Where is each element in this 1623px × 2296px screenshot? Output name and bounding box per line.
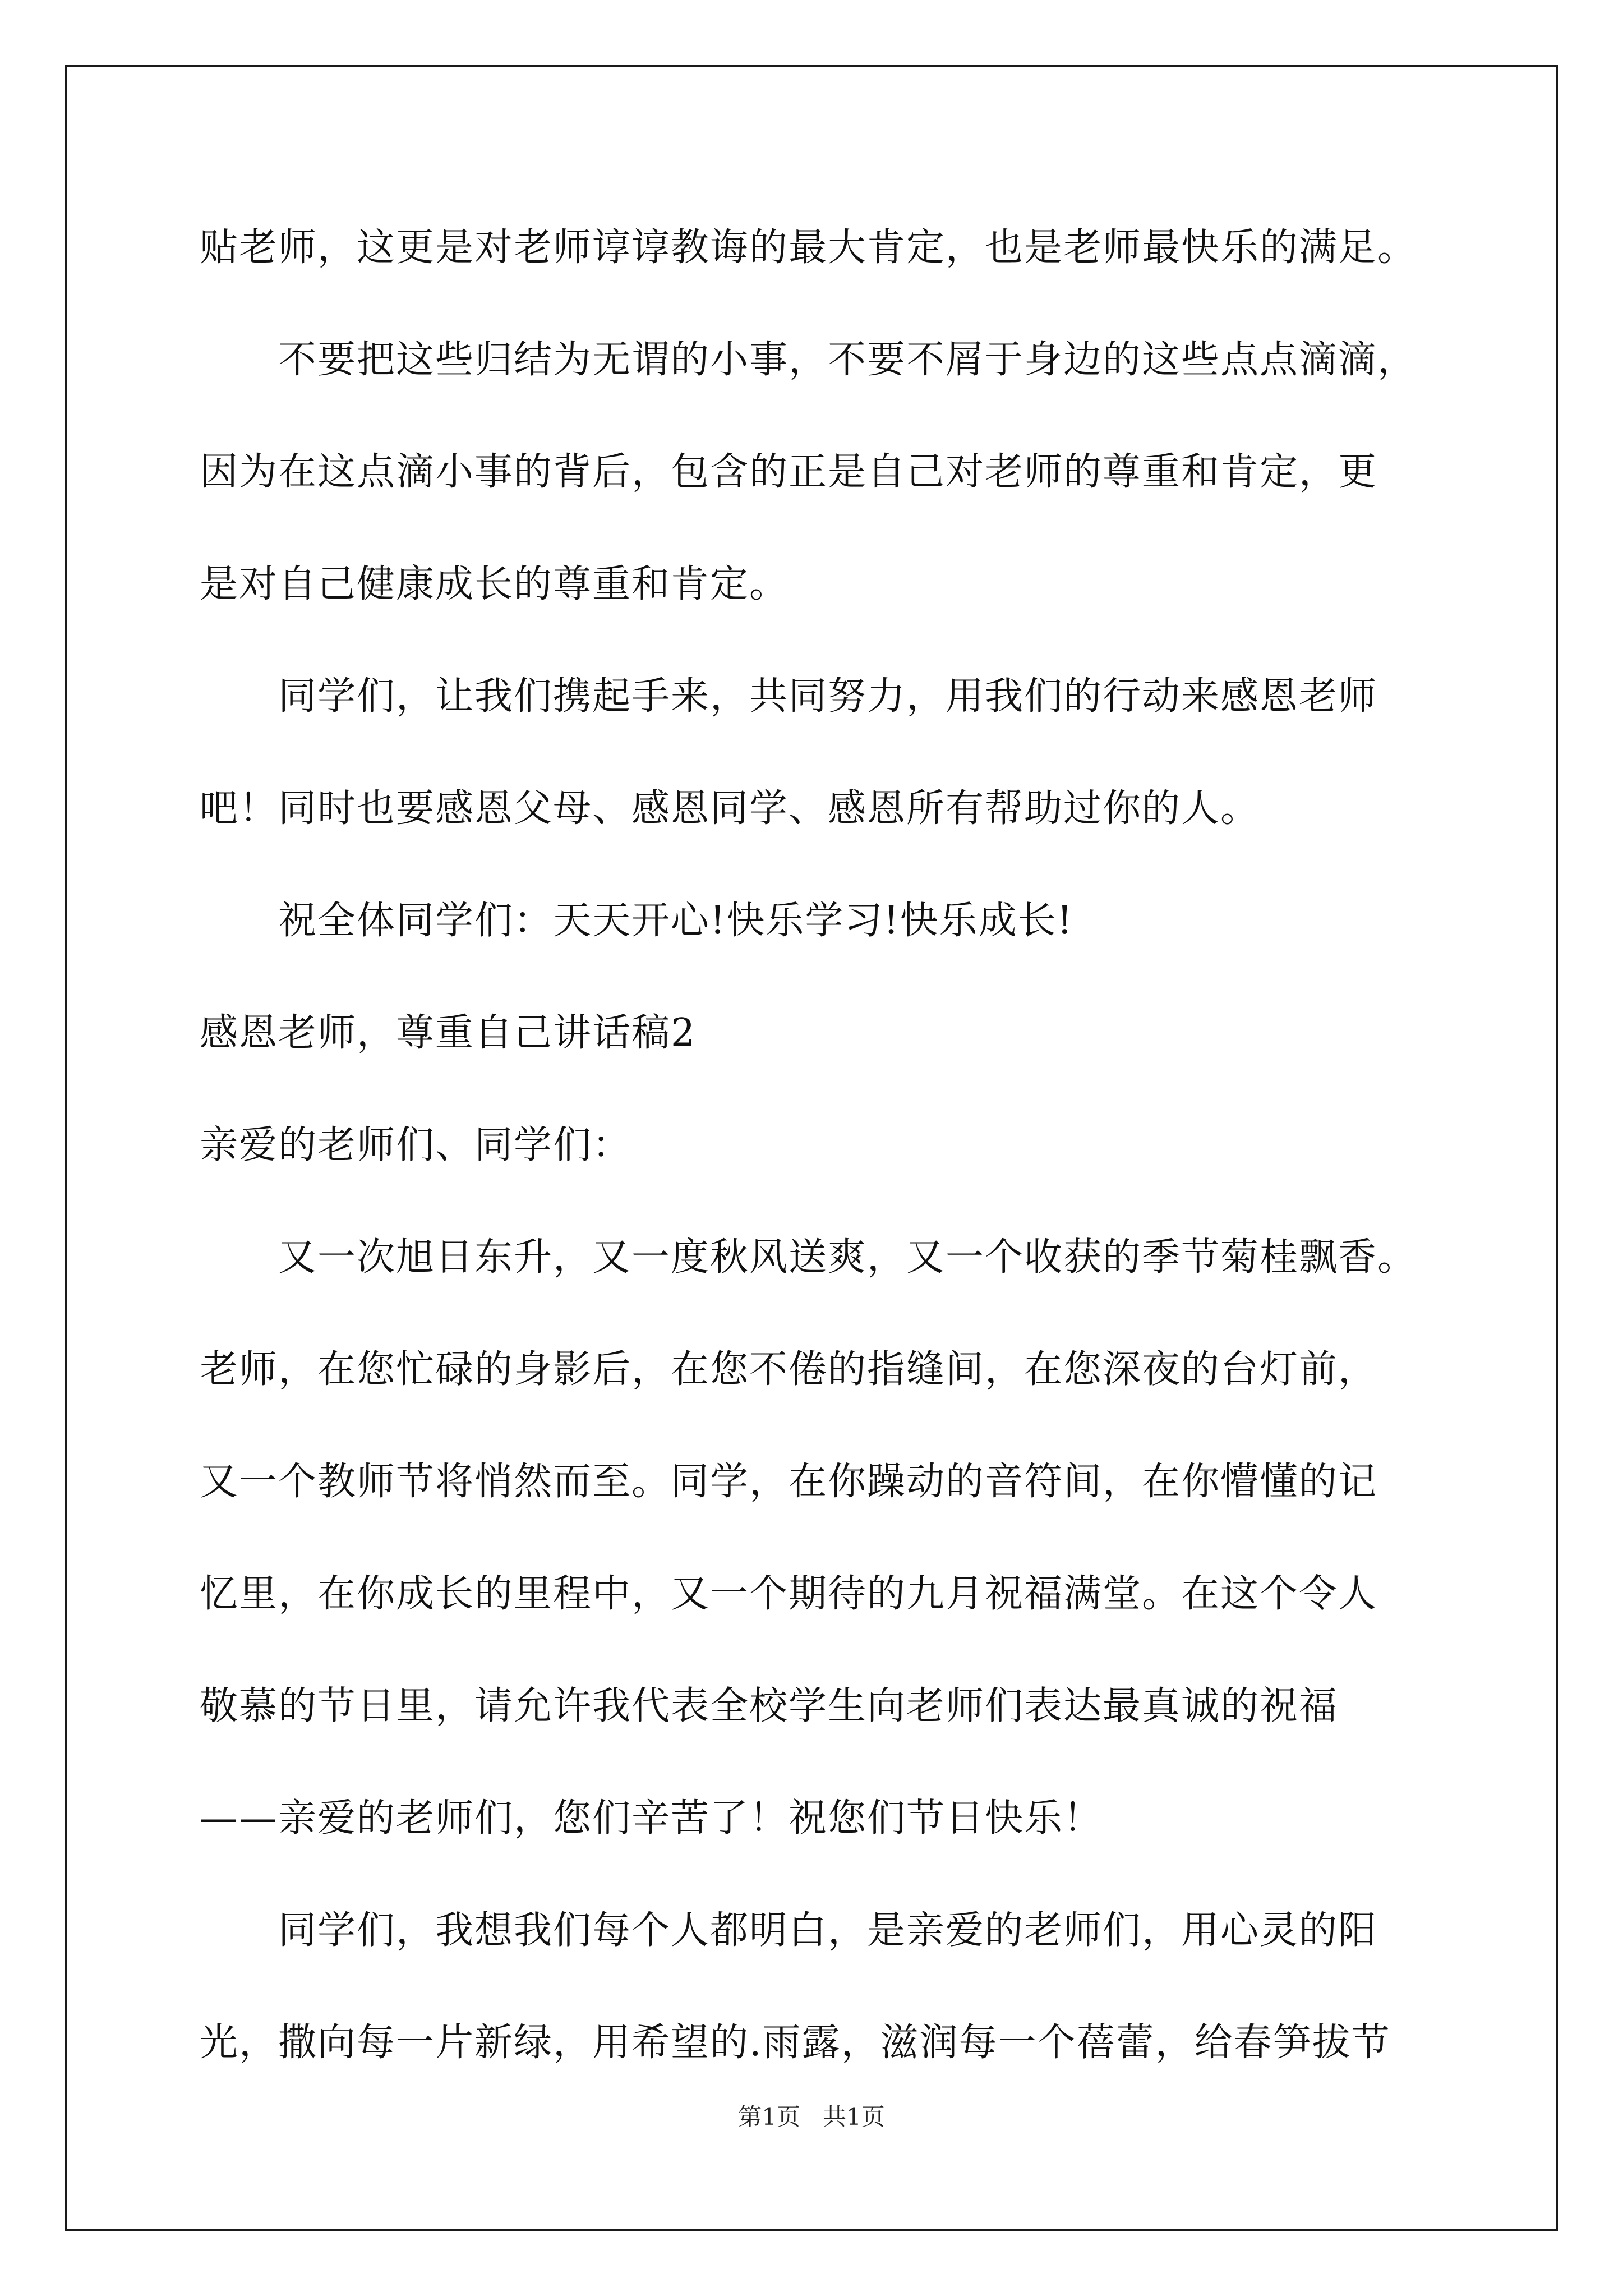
body-line-7: 祝全体同学们：天天开心!快乐学习!快乐成长! xyxy=(278,899,1073,943)
section-heading: 感恩老师，尊重自己讲话稿2 xyxy=(200,1011,697,1055)
body-line-1: 贴老师，这更是对老师谆谆教诲的最大肯定，也是老师最快乐的满足。 xyxy=(200,226,1417,270)
body-line-4: 是对自己健康成长的尊重和肯定。 xyxy=(200,562,789,606)
salutation: 亲爱的老师们、同学们： xyxy=(200,1123,632,1167)
body-line-12: 又一个教师节将悄然而至。同学，在你躁动的音符间，在你懵懂的记 xyxy=(200,1460,1378,1504)
body-line-11: 老师，在您忙碌的身影后，在您不倦的指缝间，在您深夜的台灯前， xyxy=(200,1347,1378,1392)
body-line-5: 同学们，让我们携起手来，共同努力，用我们的行动来感恩老师 xyxy=(278,674,1378,719)
body-line-16: 同学们，我想我们每个人都明白，是亲爱的老师们，用心灵的阳 xyxy=(278,1908,1378,1953)
body-line-3: 因为在这点滴小事的背后，包含的正是自己对老师的尊重和肯定，更 xyxy=(200,450,1378,494)
body-line-13: 忆里，在你成长的里程中，又一个期待的九月祝福满堂。在这个令人 xyxy=(200,1572,1378,1616)
body-line-2: 不要把这些归结为无谓的小事，不要不屑于身边的这些点点滴滴， xyxy=(278,338,1417,382)
body-line-17: 光，撒向每一片新绿，用希望的.雨露，滋润每一个蓓蕾，给春笋拔节 xyxy=(200,2021,1391,2065)
body-line-15: ——亲爱的老师们，您们辛苦了！祝您们节日快乐！ xyxy=(200,1796,1103,1841)
body-line-6: 吧！同时也要感恩父母、感恩同学、感恩所有帮助过你的人。 xyxy=(200,786,1260,831)
page-number-footer: 第1页 共1页 xyxy=(738,2103,885,2131)
body-line-10: 又一次旭日东升，又一度秋风送爽，又一个收获的季节菊桂飘香。 xyxy=(278,1235,1417,1280)
body-line-14: 敬慕的节日里，请允许我代表全校学生向老师们表达最真诚的祝福 xyxy=(200,1684,1339,1728)
